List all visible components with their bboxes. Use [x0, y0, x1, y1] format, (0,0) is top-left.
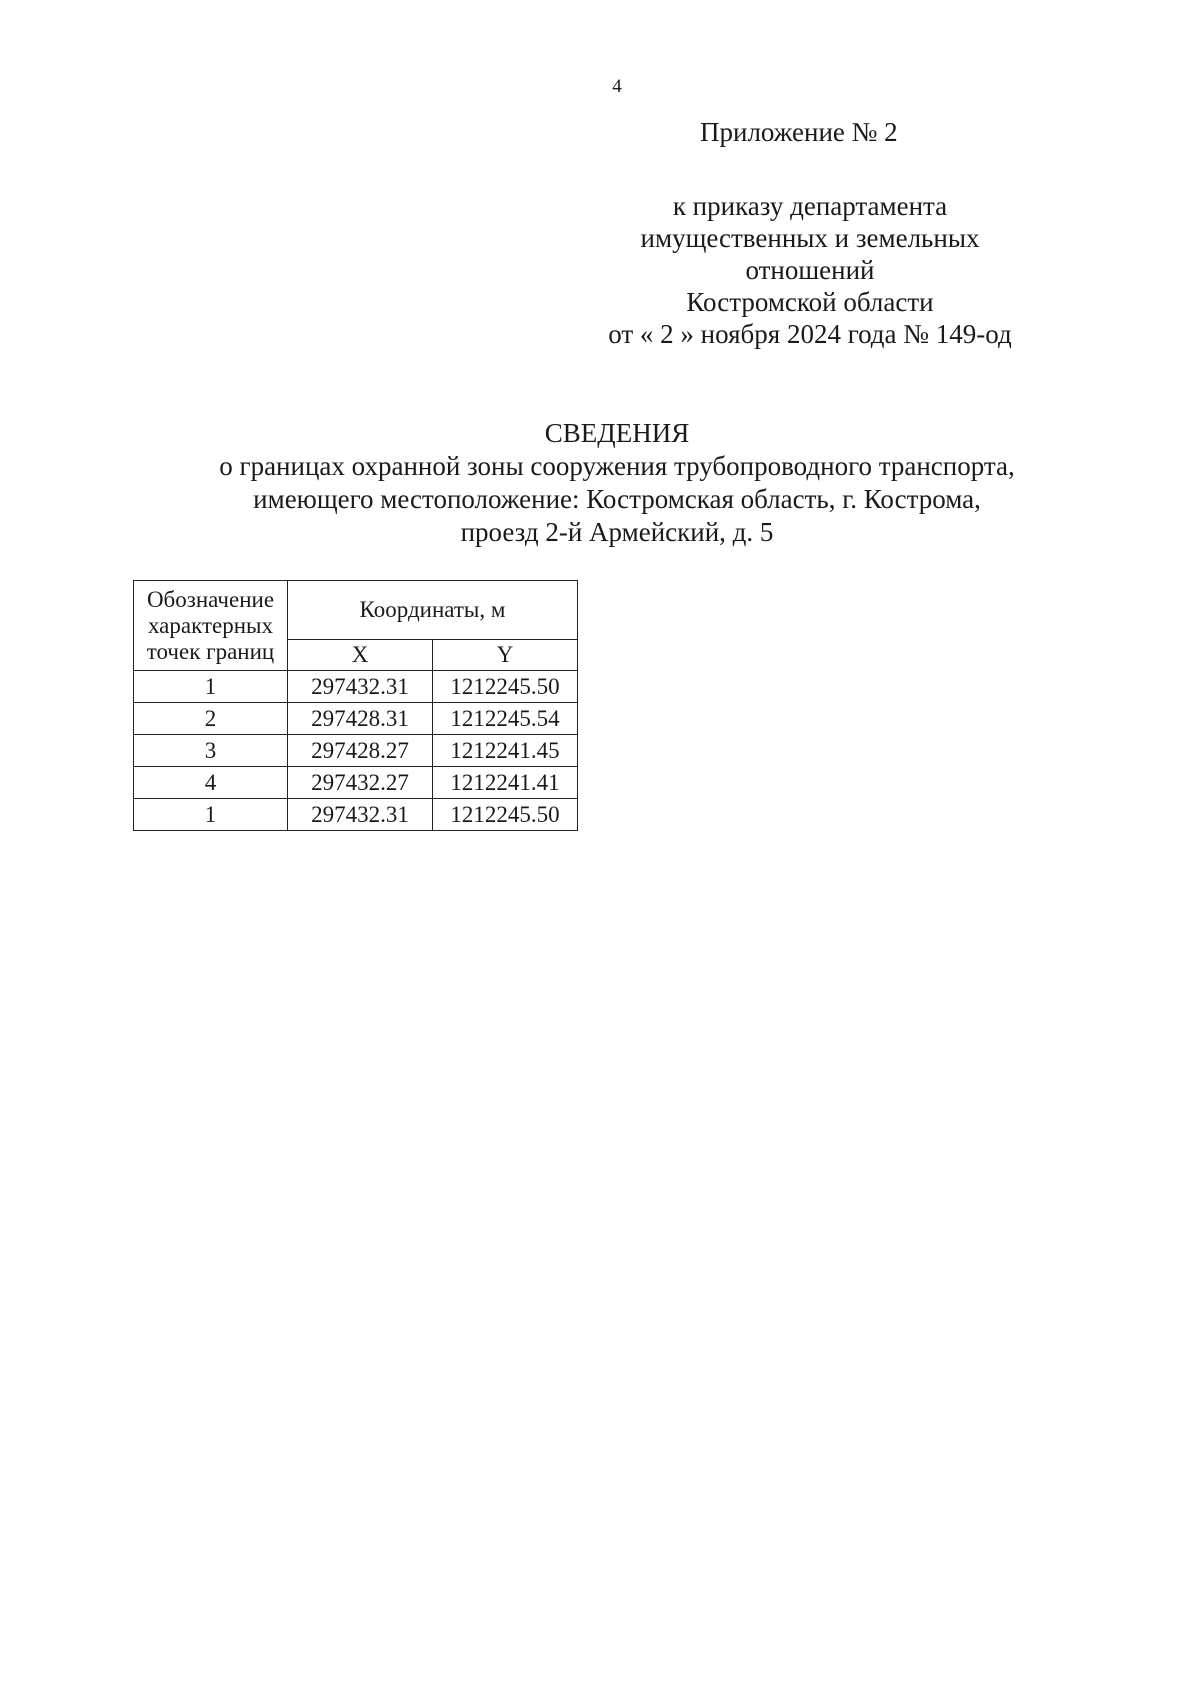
- point-cell: 3: [134, 735, 288, 767]
- order-reference: [560, 190, 1060, 350]
- page-number: 4: [612, 76, 622, 97]
- x-cell: 297428.31: [288, 703, 433, 735]
- x-cell: 297432.27: [288, 767, 433, 799]
- order-line: имущественных и земельных: [640, 223, 980, 253]
- table-row: [134, 799, 578, 831]
- coordinates-table: [133, 580, 578, 831]
- y-cell: 1212245.50: [433, 671, 578, 703]
- table-row: [134, 735, 578, 767]
- x-header: X: [288, 640, 433, 671]
- y-cell: 1212241.41: [433, 767, 578, 799]
- point-cell: 4: [134, 767, 288, 799]
- heading-line: о границах охранной зоны сооружения трубопроводного транспорта,: [219, 451, 1015, 481]
- order-line: к приказу департамента: [672, 191, 948, 221]
- coordinates-header: Координаты, м: [288, 581, 578, 640]
- heading-line: проезд 2-й Армейский, д. 5: [460, 517, 774, 547]
- document-heading: [0, 417, 1200, 549]
- order-line: Костромской области: [686, 287, 934, 317]
- appendix-title: Приложение № 2: [700, 117, 898, 147]
- point-cell: 1: [134, 799, 288, 831]
- heading-line: имеющего местоположение: Костромская область, г. Кострома,: [253, 484, 981, 514]
- x-cell: 297432.31: [288, 671, 433, 703]
- table-row: [134, 703, 578, 735]
- order-line: от « 2 » ноября 2024 года № 149-од: [608, 319, 1012, 349]
- heading-title: СВЕДЕНИЯ: [544, 418, 690, 448]
- point-header: Обозначение характерных точек границ: [134, 581, 288, 671]
- x-cell: 297432.31: [288, 799, 433, 831]
- y-header: Y: [433, 640, 578, 671]
- y-cell: 1212245.50: [433, 799, 578, 831]
- y-cell: 1212245.54: [433, 703, 578, 735]
- point-cell: 1: [134, 671, 288, 703]
- y-cell: 1212241.45: [433, 735, 578, 767]
- table-row: [134, 767, 578, 799]
- order-line: отношений: [745, 255, 875, 285]
- table-header-row: [134, 581, 578, 640]
- table-row: [134, 671, 578, 703]
- x-cell: 297428.27: [288, 735, 433, 767]
- point-cell: 2: [134, 703, 288, 735]
